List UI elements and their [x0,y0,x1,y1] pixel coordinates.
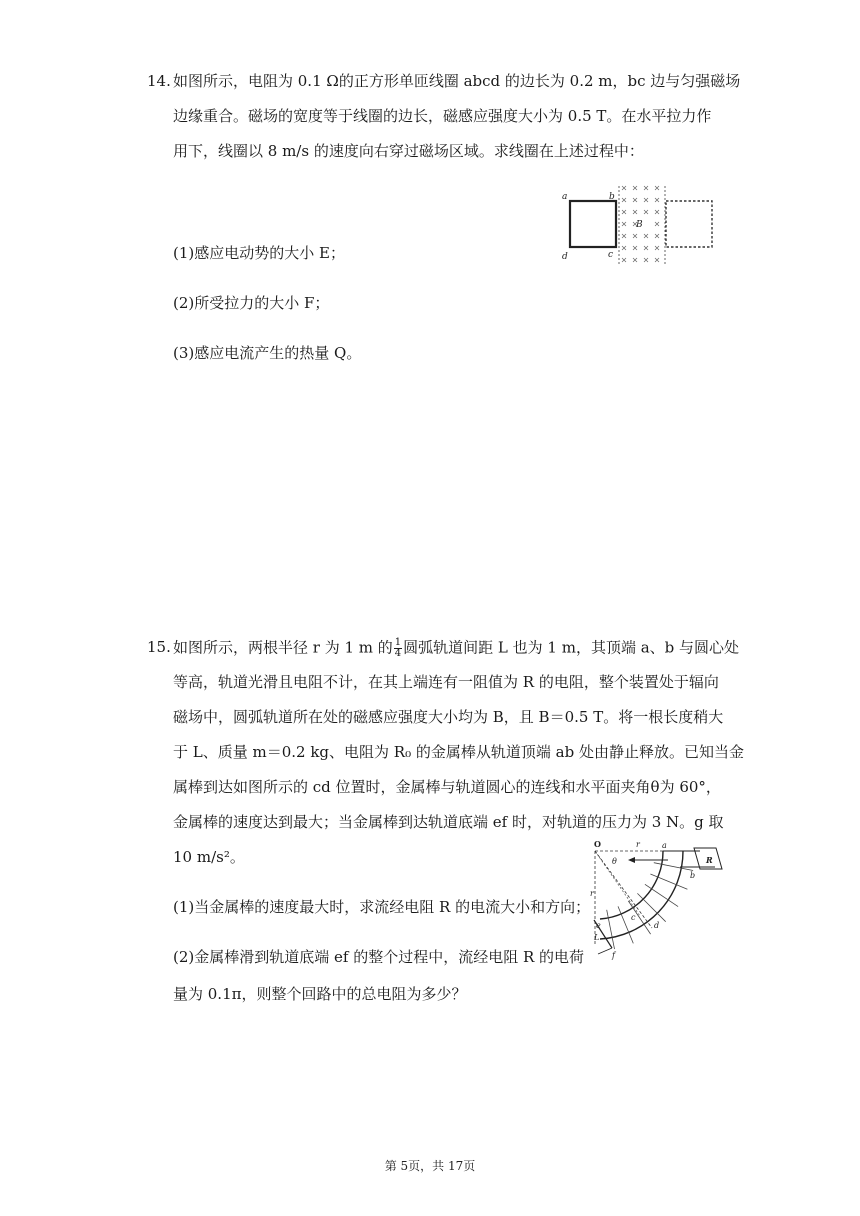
question-text-line: 边缘重合。磁场的宽度等于线圈的边长，磁感应强度大小为 0.5 T。在水平拉力作 [173,107,712,125]
text-fragment: 圆弧轨道间距 L 也为 1 m，其顶端 a、b 与圆心处 [403,638,740,657]
coil-magnetic-field-figure [560,184,720,268]
label-O: O [594,839,601,849]
question-text-line: 10 m/s²。 [173,848,245,866]
label-a: a [662,841,667,850]
radial-field-line [645,884,678,906]
label-r-top: r [636,840,640,849]
label-r-left: r [590,889,594,898]
sub-question: (3)感应电流产生的热量 Q。 [173,344,362,362]
question-text-line: 等高，轨道光滑且电阻不计，在其上端连有一阻值为 R 的电阻，整个装置处于辐向 [173,673,719,691]
label-L: L [594,933,600,942]
radius-theta [595,851,652,928]
fraction-numerator: 1 [394,637,402,648]
label-B: B [636,220,643,230]
question-text-line: 属棒到达如图所示的 cd 位置时，金属棒与轨道圆心的连线和水平面夹角θ为 60°， [173,778,721,796]
question-text-line: 金属棒的速度达到最大；当金属棒到达轨道底端 ef 时，对轨道的压力为 3 N。g 取 [173,813,724,831]
coil-final-position [666,201,712,247]
coil-square [570,201,616,247]
label-c: c [631,913,636,922]
page-footer: 第 5页，共 17页 [384,1159,476,1173]
rod-L-marker [598,948,612,954]
text-fragment: 如图所示，两根半径 r 为 1 m 的 [173,638,393,657]
label-c: c [608,250,614,260]
label-d: d [654,921,660,930]
label-f: f [612,951,615,960]
question-text-line: 于 L、质量 m＝0.2 kg、电阻为 R₀ 的金属棒从轨道顶端 ab 处由静止释放。已知当金 [173,743,744,761]
fraction-quarter [394,638,402,659]
question-number: 15. [147,638,171,656]
label-b: b [690,871,696,880]
sub-question: 量为 0.1π，则整个回路中的总电阻为多少？ [173,985,467,1003]
sub-question: (1)感应电动势的大小 E； [173,244,345,262]
label-d: d [562,252,568,262]
question-text-line: 磁场中，圆弧轨道所在处的磁感应强度大小均为 B，且 B＝0.5 T。将一根长度稍大 [173,708,724,726]
arc-track-figure [590,836,730,972]
fraction-denominator: 4 [394,648,402,659]
label-e: e [596,921,601,930]
current-arrow-head [628,857,635,863]
label-a: a [562,192,568,202]
label-R: R [706,855,713,865]
sub-question: (2)金属棒滑到轨道底端 ef 的整个过程中，流经电阻 R 的电荷 [173,948,585,966]
label-theta: θ [612,857,617,866]
radial-field-line [637,893,665,921]
question-text-line: 如图所示，电阻为 0.1 Ω的正方形单匝线圈 abcd 的边长为 0.2 m，bc 边与匀强磁场 [173,72,741,90]
question-text-line: 用下，线圈以 8 m/s 的速度向右穿过磁场区域。求线圈在上述过程中： [173,142,644,160]
radial-field-line [607,910,615,949]
label-b: b [609,192,615,202]
sub-question: (1)当金属棒的速度最大时，求流经电阻 R 的电流大小和方向； [173,898,591,916]
question-text-line [173,638,739,659]
question-number: 14. [147,72,171,90]
sub-question: (2)所受拉力的大小 F； [173,294,330,312]
